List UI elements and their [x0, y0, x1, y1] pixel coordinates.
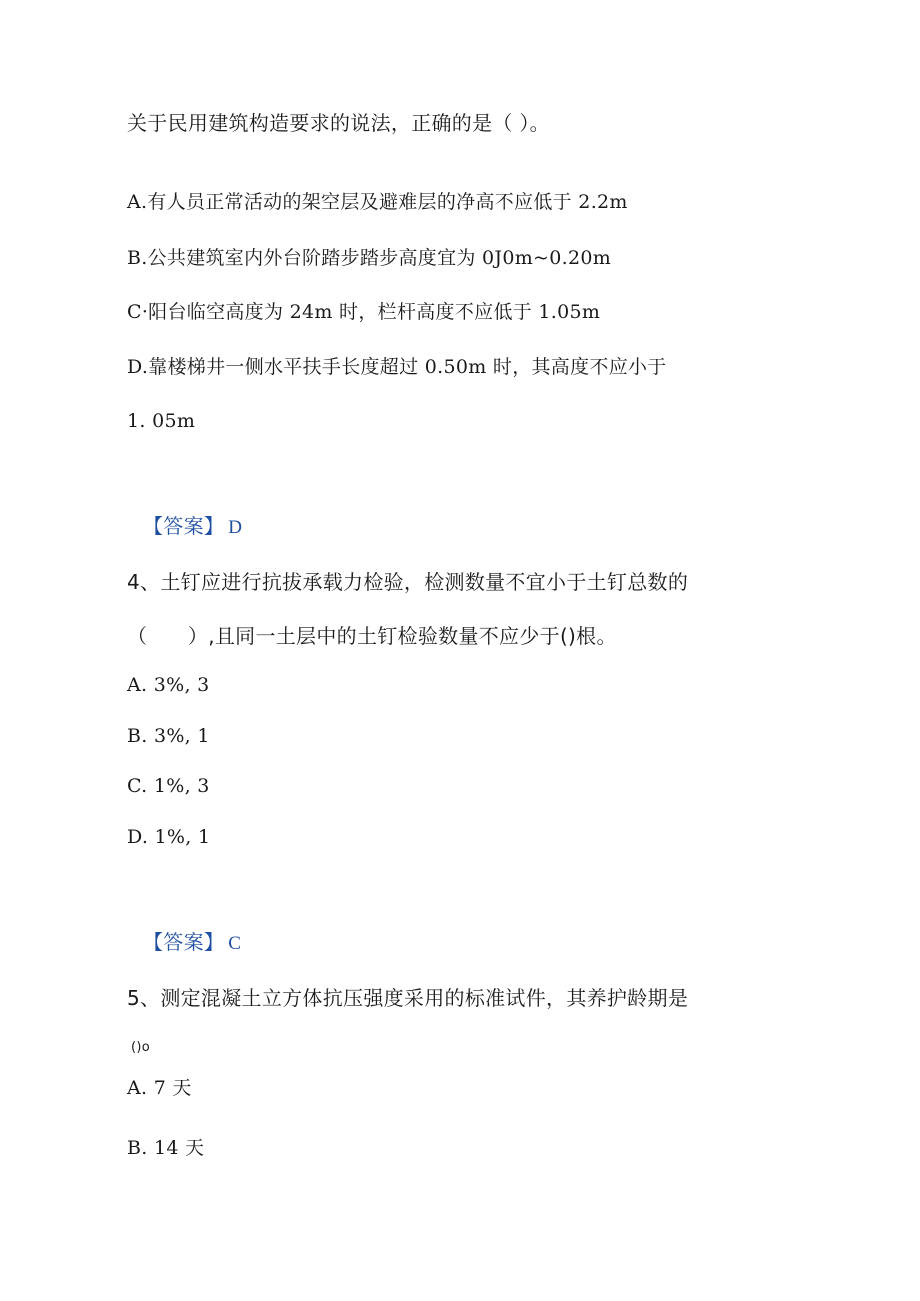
q5-stem-line-1: 5、测定混凝土立方体抗压强度采用的标准试件，其养护龄期是 [127, 986, 689, 1010]
q5-stem-line-2: ()o [131, 1040, 150, 1055]
q3-answer-value: D [228, 517, 243, 538]
q4-option-d: D. 1%, 1 [127, 826, 211, 848]
q3-option-d-continued: 1. 05m [127, 410, 196, 432]
q4-answer-value: C [228, 933, 242, 954]
q3-stem: 关于民用建筑构造要求的说法，正确的是（ ）。 [127, 111, 550, 135]
q4-stem-line-2: （ ）,且同一土层中的土钉检验数量不应少于()根。 [127, 624, 617, 648]
q3-answer [143, 513, 242, 541]
q4-option-c: C. 1%, 3 [127, 775, 210, 797]
q3-option-a: A.有人员正常活动的架空层及避难层的净高不应低于 2.2m [127, 191, 628, 213]
q4-option-a: A. 3%, 3 [127, 674, 210, 696]
q4-answer-label: 【答案】 [143, 930, 225, 954]
q3-option-d: D.靠楼梯井一侧水平扶手长度超过 0.50m 时，其高度不应小于 [127, 356, 667, 378]
q3-option-c: C·阳台临空高度为 24m 时，栏杆高度不应低于 1.05m [127, 301, 601, 323]
q3-option-b: B.公共建筑室内外台阶踏步踏步高度宜为 0J0m~0.20m [127, 247, 612, 269]
q3-answer-label: 【答案】 [143, 514, 225, 538]
q4-answer [143, 929, 241, 957]
q4-stem-line-1: 4、土钉应进行抗拔承载力检验，检测数量不宜小于土钉总数的 [127, 570, 689, 594]
q5-option-a: A. 7 天 [127, 1077, 192, 1099]
q4-option-b: B. 3%, 1 [127, 725, 210, 747]
q5-option-b: B. 14 天 [127, 1137, 205, 1159]
